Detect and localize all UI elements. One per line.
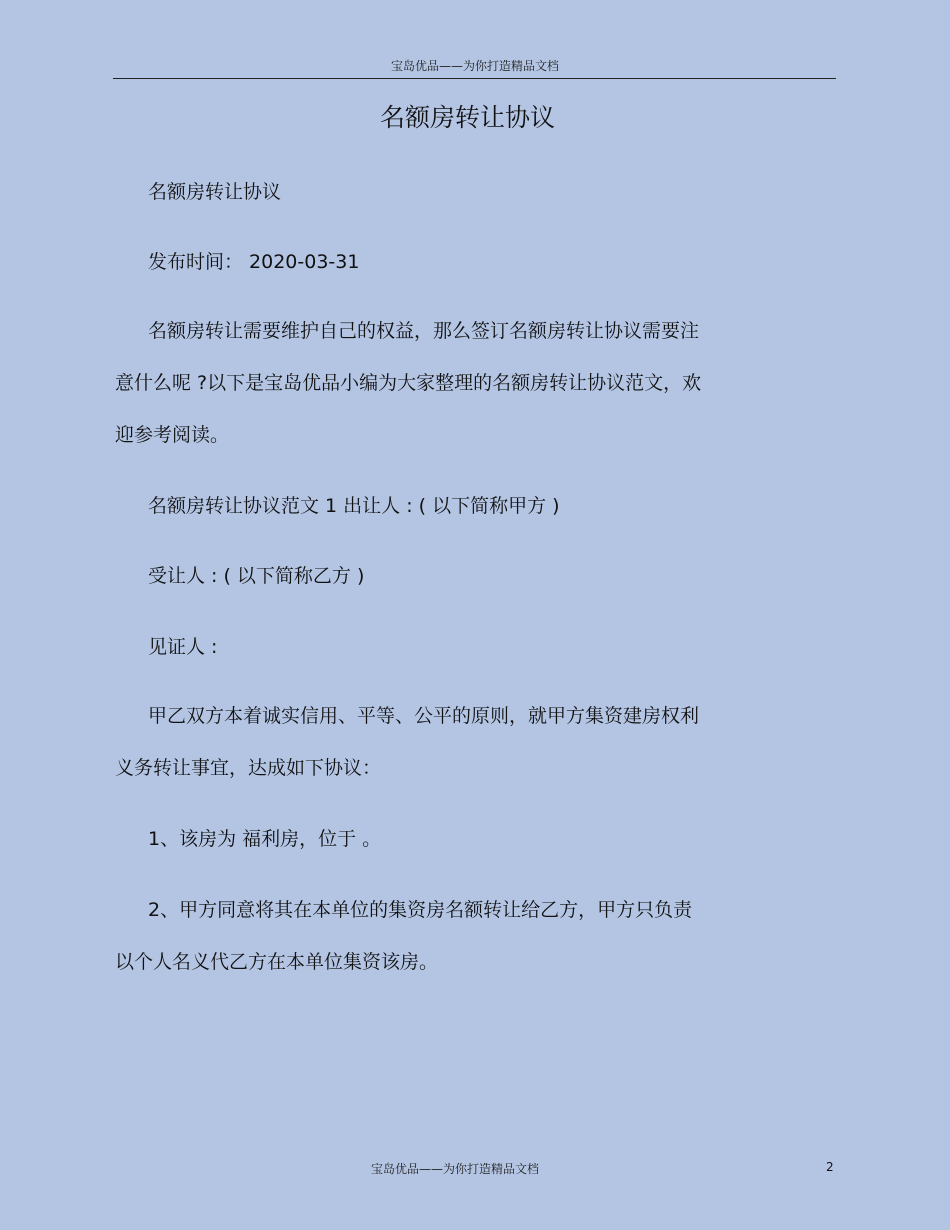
- intro-paragraph-line-3: 迎参考阅读。: [115, 424, 230, 446]
- intro-paragraph-line-1: 名额房转让需要维护自己的权益，那么签订名额房转让协议需要注: [148, 320, 700, 342]
- principle-paragraph-line-1: 甲乙双方本着诚实信用、平等、公平的原则，就甲方集资建房权利: [148, 705, 700, 727]
- page-footer: 宝岛优品——为你打造精品文档: [370, 1162, 539, 1176]
- header-divider: [113, 78, 836, 79]
- clause-2-line-1: 2、甲方同意将其在本单位的集资房名额转让给乙方，甲方只负责: [148, 899, 693, 921]
- clause-1-line: 1、该房为 福利房，位于 。: [148, 828, 382, 850]
- principle-paragraph-line-2: 义务转让事宜，达成如下协议：: [115, 757, 382, 779]
- document-title: 名额房转让协议: [379, 103, 555, 132]
- transferee-line: 受让人 : ( 以下简称乙方 ): [148, 565, 365, 587]
- publish-date-line: 发布时间： 2020-03-31: [148, 251, 360, 273]
- sample-heading-line: 名额房转让协议范文 1 出让人 : ( 以下简称甲方 ): [148, 495, 560, 517]
- intro-paragraph-line-2: 意什么呢 ?以下是宝岛优品小编为大家整理的名额房转让协议范文，欢: [115, 372, 702, 394]
- subtitle-line: 名额房转让协议: [148, 181, 282, 203]
- witness-line: 见证人 :: [148, 636, 218, 658]
- page-header: 宝岛优品——为你打造精品文档: [390, 59, 559, 73]
- clause-2-line-2: 以个人名义代乙方在本单位集资该房。: [115, 951, 439, 973]
- page-number: 2: [826, 1160, 834, 1174]
